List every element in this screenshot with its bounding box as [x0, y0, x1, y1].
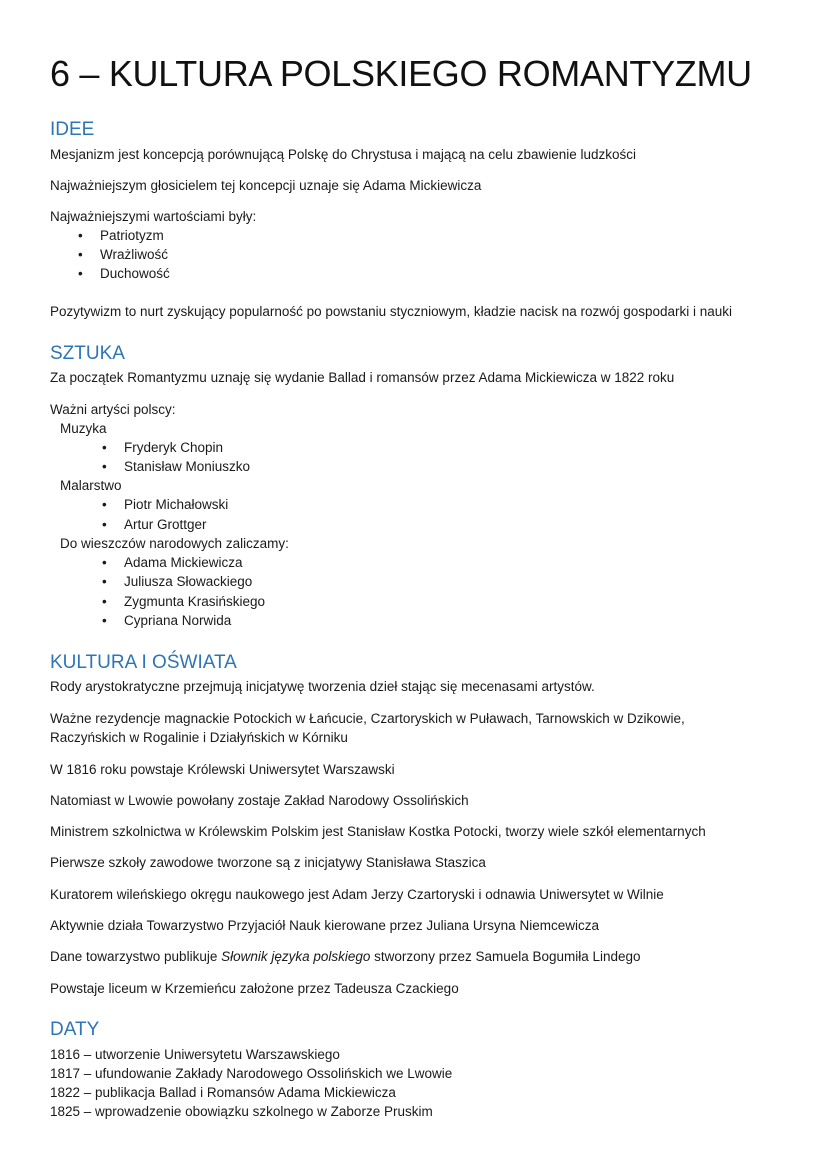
paragraph	[50, 947, 641, 966]
list-item: • Stanisław Moniuszko	[124, 457, 250, 476]
category-label: Muzyka	[60, 421, 107, 436]
paragraph: Raczyńskich w Rogalinie i Działyńskich w Kórniku	[50, 730, 348, 745]
date-item: 1817 – ufundowanie Zakłady Narodowego Ossolińskich we Lwowie	[50, 1066, 453, 1081]
list-item: • Piotr Michałowski	[124, 495, 228, 514]
text-run: Dane towarzystwo publikuje	[50, 949, 222, 964]
heading-idee: IDEE	[50, 119, 95, 140]
list-item: • Cypriana Norwida	[124, 611, 231, 630]
date-item: 1816 – utworzenie Uniwersytetu Warszawskiego	[50, 1047, 340, 1062]
paragraph: Najważniejszymi wartościami były:	[50, 209, 257, 224]
list-item: • Adama Mickiewicza	[124, 553, 243, 572]
paragraph: Za początek Romantyzmu uznaję się wydanie Ballad i romansów przez Adama Mickiewicza w 1822 roku	[50, 370, 675, 385]
heading-kultura: KULTURA I OŚWIATA	[50, 652, 237, 673]
paragraph: Ważni artyści polscy:	[50, 402, 176, 417]
category-label: Do wieszczów narodowych zaliczamy:	[60, 536, 289, 551]
text-run: stworzony przez Samuela Bogumiła Lindego	[370, 949, 641, 964]
paragraph: Ważne rezydencje magnackie Potockich w Łańcucie, Czartoryskich w Puławach, Tarnowskich w Dzikowie,	[50, 711, 685, 726]
list-item: • Zygmunta Krasińskiego	[124, 592, 265, 611]
paragraph: W 1816 roku powstaje Królewski Uniwersytet Warszawski	[50, 762, 395, 777]
paragraph: Kuratorem wileńskiego okręgu naukowego jest Adam Jerzy Czartoryski i odnawia Uniwersytet w Wilnie	[50, 887, 664, 902]
paragraph: Rody arystokratyczne przejmują inicjatywę tworzenia dzieł stając się mecenasami artystów.	[50, 679, 595, 694]
paragraph: Aktywnie działa Towarzystwo Przyjaciół Nauk kierowane przez Juliana Ursyna Niemcewicza	[50, 918, 599, 933]
list-item: • Artur Grottger	[124, 515, 207, 534]
date-item: 1825 – wprowadzenie obowiązku szkolnego w Zaborze Pruskim	[50, 1104, 433, 1119]
list-item: • Duchowość	[100, 264, 170, 283]
list-item: • Patriotyzm	[100, 226, 164, 245]
list-item: • Juliusza Słowackiego	[124, 572, 252, 591]
paragraph: Powstaje liceum w Krzemieńcu założone przez Tadeusza Czackiego	[50, 981, 459, 996]
paragraph: Pozytywizm to nurt zyskujący popularność po powstaniu styczniowym, kładzie nacisk na rozwój gospodarki i nauki	[50, 304, 733, 319]
paragraph: Mesjanizm jest koncepcją porównującą Polskę do Chrystusa i mającą na celu zbawienie ludzkości	[50, 147, 637, 162]
category-label: Malarstwo	[60, 478, 122, 493]
date-item: 1822 – publikacja Ballad i Romansów Adama Mickiewicza	[50, 1085, 396, 1100]
paragraph: Natomiast w Lwowie powołany zostaje Zakład Narodowy Ossolińskich	[50, 793, 469, 808]
list-item: • Wrażliwość	[100, 245, 168, 264]
page-title: 6 – KULTURA POLSKIEGO ROMANTYZMU	[50, 53, 752, 94]
heading-sztuka: SZTUKA	[50, 343, 125, 364]
list-item: • Fryderyk Chopin	[124, 438, 223, 457]
heading-daty: DATY	[50, 1019, 100, 1040]
paragraph: Pierwsze szkoły zawodowe tworzone są z inicjatywy Stanisława Staszica	[50, 855, 486, 870]
book-title: Słownik języka polskiego	[221, 949, 371, 964]
paragraph: Ministrem szkolnictwa w Królewskim Polskim jest Stanisław Kostka Potocki, tworzy wiele szkół elementarnych	[50, 824, 706, 839]
paragraph: Najważniejszym głosicielem tej koncepcji uznaje się Adama Mickiewicza	[50, 178, 482, 193]
